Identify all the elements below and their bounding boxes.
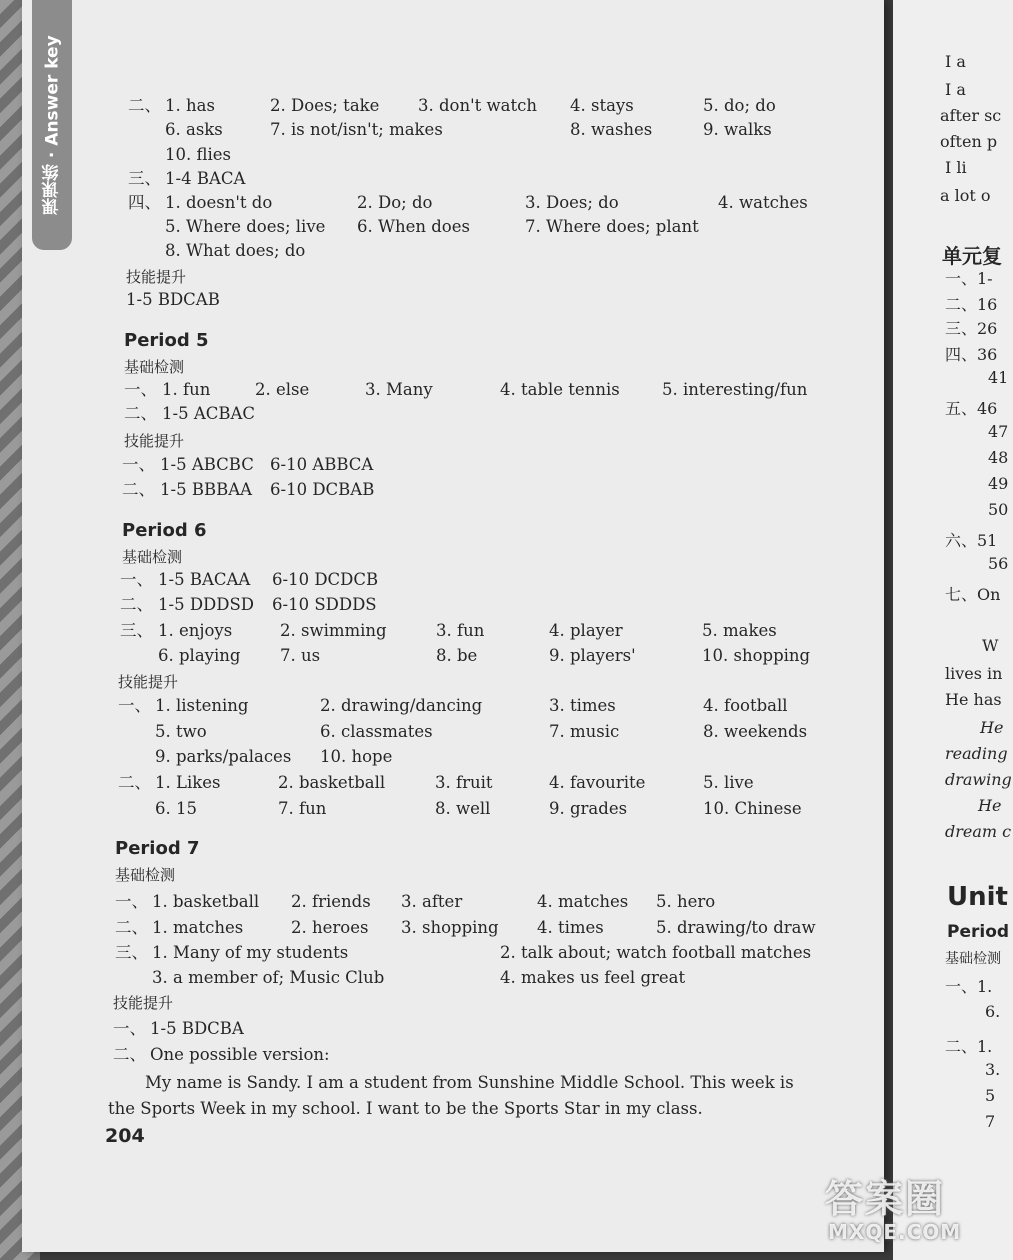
answer-item: 10. shopping [702, 646, 811, 665]
row-label: 二、 [113, 1045, 146, 1064]
section-label: 基础检测 [115, 866, 176, 884]
answer-item: 4. matches [537, 892, 629, 911]
answer-item: 5. live [703, 773, 754, 792]
right-line: 6. [985, 1002, 1001, 1021]
row-label: 一、 [122, 455, 155, 474]
answer-item: 2. else [255, 380, 310, 399]
answer-item: 5. hero [656, 892, 716, 911]
right-line: 50 [988, 500, 1009, 519]
right-line: 49 [988, 474, 1009, 493]
answer-item: 2. drawing/dancing [320, 696, 483, 715]
answer-item: 1-4 BACA [165, 169, 246, 188]
answer-item: 10. flies [165, 145, 231, 164]
answer-item: 8. weekends [703, 722, 808, 741]
right-line: He [978, 796, 1002, 815]
side-tab-label: 课课练 · Answer key [42, 35, 63, 215]
answer-item: 1. has [165, 96, 215, 115]
answer-item: 5. do; do [703, 96, 776, 115]
answer-item: 6-10 ABBCA [270, 455, 374, 474]
row-label: 二、 [128, 96, 161, 115]
section-label: 基础检测 [124, 358, 185, 376]
answer-item: 2. Do; do [357, 193, 433, 212]
answer-item: 3. Many [365, 380, 433, 399]
right-line: often p [940, 132, 998, 151]
answer-item: 2. swimming [280, 621, 387, 640]
answer-item: 6. classmates [320, 722, 433, 741]
answer-item: 5. two [155, 722, 207, 741]
answer-item: 6-10 DCDCB [272, 570, 379, 589]
right-line: 五、46 [945, 399, 998, 418]
section-label: 基础检测 [122, 548, 183, 566]
answer-item: 6. asks [165, 120, 223, 139]
answer-item: 9. parks/palaces [155, 747, 292, 766]
answer-item: 6. When does [357, 217, 470, 236]
answer-item: 1-5 ACBAC [162, 404, 256, 423]
right-line: 48 [988, 448, 1009, 467]
row-label: 一、 [118, 696, 151, 715]
answer-item: 7. us [280, 646, 321, 665]
answer-item: 3. shopping [401, 918, 499, 937]
right-line: after sc [940, 106, 1002, 125]
period-heading: Period [947, 922, 1010, 942]
row-label: 一、 [124, 380, 157, 399]
answer-item: 6-10 SDDDS [272, 595, 377, 614]
right-line: W [982, 636, 999, 655]
row-label: 四、 [128, 193, 161, 212]
answer-item: 10. Chinese [703, 799, 802, 818]
answer-item: 7. fun [278, 799, 327, 818]
answer-item: 6-10 DCBAB [270, 480, 375, 499]
answer-item: 1. matches [152, 918, 244, 937]
right-line: 三、26 [945, 319, 998, 338]
period-title: Period 7 [115, 838, 200, 859]
right-line: 二、1. [945, 1037, 993, 1056]
answer-item: 1. enjoys [158, 621, 233, 640]
answer-item: 4. makes us feel great [500, 968, 686, 987]
right-line: lives in [945, 664, 1003, 683]
answer-item: 1-5 DDDSD [158, 595, 255, 614]
answer-item: 9. walks [703, 120, 772, 139]
section-label: 技能提升 [118, 673, 179, 691]
right-line: 7 [985, 1112, 996, 1131]
answer-item: 1. Many of my students [152, 943, 349, 962]
answer-item: 4. player [549, 621, 623, 640]
answer-item: 1. basketball [152, 892, 260, 911]
answer-item: 1-5 ABCBC [160, 455, 254, 474]
right-line: 41 [988, 368, 1009, 387]
answer-item: 7. music [549, 722, 620, 741]
answer-item: 4. favourite [549, 773, 646, 792]
row-label: 一、 [113, 1019, 146, 1038]
right-line: a lot o [940, 186, 991, 205]
right-line: reading [945, 744, 1008, 763]
right-line: 5 [985, 1086, 996, 1105]
watermark-text: 答案圈 [825, 1177, 946, 1221]
right-line: 56 [988, 554, 1009, 573]
answer-item: 9. grades [549, 799, 628, 818]
answer-item: 5. makes [702, 621, 777, 640]
answer-item: 3. don't watch [418, 96, 537, 115]
period-title: Period 6 [122, 520, 207, 541]
row-label: 二、 [118, 773, 151, 792]
period-title: Period 5 [124, 330, 209, 351]
section-label: 技能提升 [113, 994, 174, 1012]
answer-item: 4. football [703, 696, 788, 715]
row-label: 三、 [120, 621, 153, 640]
right-heading: 单元复 [942, 244, 1002, 268]
right-line: 二、16 [945, 295, 998, 314]
answer-item: 2. basketball [278, 773, 386, 792]
essay-line: the Sports Week in my school. I want to be the Sports Star in my class. [108, 1099, 703, 1118]
right-line: 一、1- [945, 269, 993, 288]
answer-item: 4. watches [718, 193, 808, 212]
answer-item: 1-5 BBBAA [160, 480, 253, 499]
right-line: 七、On [945, 585, 1001, 604]
right-line: 基础检测 [945, 951, 1001, 967]
row-label: 一、 [120, 570, 153, 589]
answer-item: 1-5 BDCBA [150, 1019, 244, 1038]
right-line: 四、36 [945, 345, 998, 364]
answer-item: 1-5 BACAA [158, 570, 251, 589]
answer-item: 1. Likes [155, 773, 221, 792]
answer-item: 3. fruit [435, 773, 493, 792]
row-label: 二、 [120, 595, 153, 614]
answer-item: 2. friends [291, 892, 371, 911]
essay-line: My name is Sandy. I am a student from Sunshine Middle School. This week is [145, 1073, 794, 1092]
answer-item: 7. Where does; plant [525, 217, 699, 236]
answer-item: 10. hope [320, 747, 393, 766]
answer-item: 4. stays [570, 96, 634, 115]
watermark-url: MXQE.COM [828, 1220, 962, 1244]
right-line: I a [945, 52, 966, 71]
answer-item: 6. playing [158, 646, 241, 665]
section-label: 技能提升 [124, 432, 185, 450]
answer-item: 3. a member of; Music Club [152, 968, 385, 987]
row-label: 三、 [128, 169, 161, 188]
answer-item: 1. doesn't do [165, 193, 273, 212]
row-label: 一、 [115, 892, 148, 911]
answer-item: 4. table tennis [500, 380, 620, 399]
answer-item: 1. fun [162, 380, 211, 399]
answer-item: 8. washes [570, 120, 653, 139]
row-label: 二、 [124, 404, 157, 423]
row-label: 二、 [122, 480, 155, 499]
answer-item: One possible version: [150, 1045, 330, 1064]
answer-item: 7. is not/isn't; makes [270, 120, 443, 139]
answer-item: 8. What does; do [165, 241, 306, 260]
answer-item: 2. Does; take [270, 96, 380, 115]
right-line: dream c [945, 822, 1012, 841]
answer-item: 1-5 BDCAB [126, 290, 220, 309]
answer-item: 3. times [549, 696, 616, 715]
right-line: I a [945, 80, 966, 99]
answer-item: 3. fun [436, 621, 485, 640]
right-line: I li [945, 158, 967, 177]
right-line: He [980, 718, 1004, 737]
right-line: drawing [945, 770, 1012, 789]
answer-item: 5. interesting/fun [662, 380, 808, 399]
answer-item: 5. Where does; live [165, 217, 326, 236]
answer-item: 1. listening [155, 696, 249, 715]
page-number: 204 [105, 1125, 145, 1147]
row-label: 三、 [115, 943, 148, 962]
row-label: 二、 [115, 918, 148, 937]
right-line: 一、1. [945, 977, 993, 996]
right-line: 47 [988, 422, 1009, 441]
answer-item: 4. times [537, 918, 604, 937]
right-line: He has [945, 690, 1002, 709]
answer-item: 8. well [435, 799, 491, 818]
answer-item: 3. after [401, 892, 463, 911]
answer-item: 3. Does; do [525, 193, 619, 212]
answer-item: 8. be [436, 646, 478, 665]
unit-heading: Unit [947, 882, 1008, 912]
watermark-logo [820, 1168, 990, 1258]
answer-item: 6. 15 [155, 799, 197, 818]
section-label: 技能提升 [126, 268, 187, 286]
right-line: 3. [985, 1060, 1001, 1079]
right-line: 六、51 [945, 531, 998, 550]
answer-item: 5. drawing/to draw [656, 918, 816, 937]
answer-item: 2. talk about; watch football matches [500, 943, 812, 962]
answer-item: 9. players' [549, 646, 636, 665]
answer-item: 2. heroes [291, 918, 369, 937]
